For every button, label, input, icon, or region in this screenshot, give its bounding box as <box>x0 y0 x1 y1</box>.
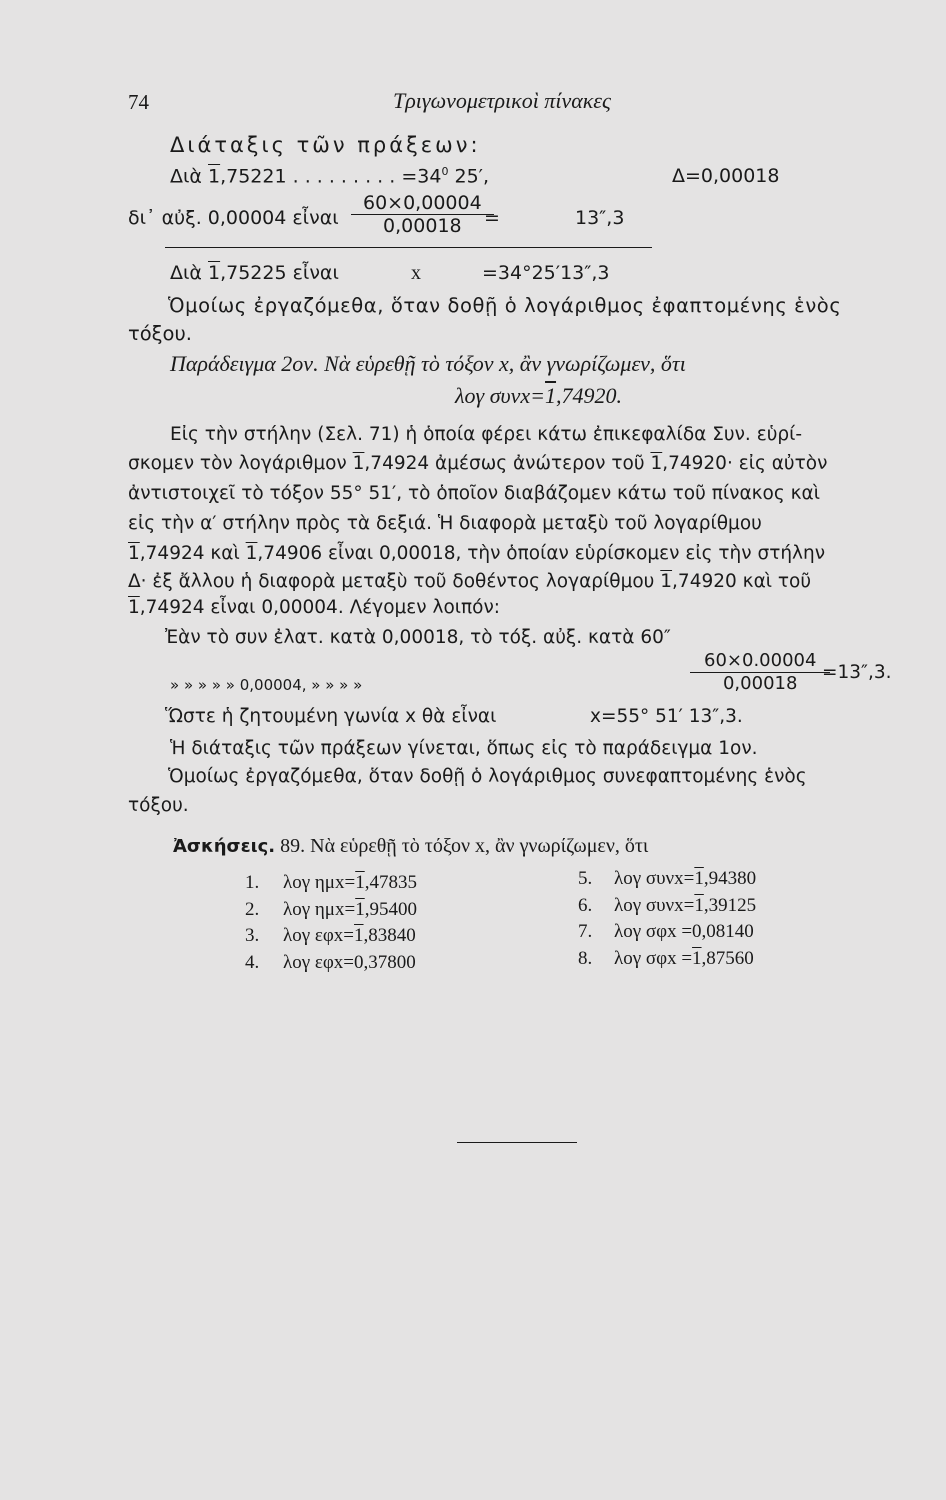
page-number: 74 <box>128 90 149 114</box>
body-line: ἀντιστοιχεῖ τὸ τόξον 55° 51′, τὸ ὁποῖον διαβάζομεν κάτω τοῦ πίνακος καὶ <box>128 483 820 504</box>
exercises-left-column <box>245 870 417 976</box>
exercise-item: 1. λογ ημx=1,47835 <box>245 872 417 893</box>
body-line: τόξου. <box>128 795 189 816</box>
equals-sign: = <box>484 207 500 229</box>
end-rule <box>457 1142 577 1143</box>
exercises-heading: Ἀσκήσεις. 89. Νὰ εὑρεθῇ τὸ τόξον x, ἂν γνωρίζωμεν, ὅτι <box>173 835 649 857</box>
exercise-item: 2. λογ ημx=1,95400 <box>245 898 417 920</box>
unknown-x: x <box>411 262 421 284</box>
ditto-marks: » » » » » 0,00004, » » » » <box>170 676 363 694</box>
arrangement-row-3-result: =34°25′13″,3 <box>482 262 610 284</box>
sum-rule <box>165 247 652 248</box>
body-line: Εἰς τὴν στήλην (Σελ. 71) ἡ ὁποία φέρει κάτω ἐπικεφαλίδα Συν. εὑρί- <box>170 424 803 445</box>
final-answer: x=55° 51′ 13″,3. <box>590 706 743 727</box>
example-2-equation: λογ συνx=1,74920. <box>455 383 623 408</box>
arrangement-row-2-label: δι᾽ αὐξ. 0,00004 εἶναι <box>128 207 339 229</box>
exercise-item: 5. λογ συνx=1,94380 <box>578 868 757 889</box>
body-line: Ἐὰν τὸ συν ἐλατ. κατὰ 0,00018, τὸ τόξ. αὐξ. κατὰ 60″ <box>165 627 671 648</box>
arrangement-title: Διάταξις τῶν πράξεων: <box>170 133 481 157</box>
body-line: εἰς τὴν α′ στήλην πρὸς τὰ δεξιά. Ἡ διαφορὰ μεταξὺ τοῦ λογαρίθμου <box>128 513 762 534</box>
body-line: Δ· ἐξ ἄλλου ἡ διαφορὰ μεταξὺ τοῦ δοθέντος λογαρίθμου 1,74920 καὶ τοῦ <box>128 571 812 592</box>
seconds-result: 13″,3 <box>575 207 625 229</box>
body-line: Ὥστε ἡ ζητουμένη γωνία x θὰ εἶναι <box>165 706 497 727</box>
running-title: Τριγωνομετρικοὶ πίνακες <box>393 88 611 113</box>
exercise-item: 8. λογ σφx =1,87560 <box>578 947 754 969</box>
exercise-item: 6. λογ συνx=1,39125 <box>578 894 757 916</box>
example-2-heading: Παράδειγμα 2ον. Νὰ εὑρεθῇ τὸ τόξον x, ἂν γνωρίζωμεν, ὅτι <box>170 351 686 376</box>
delta-value: Δ=0,00018 <box>672 165 780 187</box>
fraction-result: =13″,3. <box>822 662 892 683</box>
body-line: Ὁμοίως ἐργαζόμεθα, ὅταν δοθῇ ὁ λογάριθμος συνεφαπτομένης ἑνὸς <box>168 766 807 787</box>
exercise-item: 7. λογ σφx =0,08140 <box>578 921 754 942</box>
body-line: Ἡ διάταξις τῶν πράξεων γίνεται, ὅπως εἰς τὸ παράδειγμα 1ον. <box>170 738 758 759</box>
body-line: 1,74924 καὶ 1,74906 εἶναι 0,00018, τὴν ὁποίαν εὑρίσκομεν εἰς τὴν στήλην <box>128 543 826 564</box>
exercise-item: 3. λογ εφx=1,83840 <box>245 925 416 946</box>
body-line: σκομεν τὸν λογάριθμον 1,74924 ἀμέσως ἀνώτερον τοῦ 1,74920· εἰς αὐτὸν <box>128 453 828 474</box>
arrangement-row-1: Διὰ 1,75221 . . . . . . . . . $=34^0$ 25′, <box>170 165 490 188</box>
body-line: 1,74924 εἶναι 0,00004. Λέγομεν λοιπόν: <box>128 597 501 618</box>
paragraph-line: Ὁμοίως ἐργαζόμεθα, ὅταν δοθῇ ὁ λογάριθμος ἐφαπτομένης ἑνὸς <box>168 294 842 317</box>
arrangement-row-3: Διὰ 1,75225 εἶναι <box>170 262 339 284</box>
paragraph-line: τόξου. <box>128 322 192 345</box>
body-fraction: $\frac{60\times 0.00004}{0,00018}$ <box>690 650 830 695</box>
arrangement-fraction: $\frac{60\times 0,00004}{0,00018}$ <box>351 192 494 237</box>
exercise-item: 4. λογ εφx=0,37800 <box>245 951 416 973</box>
exercises-right-column <box>578 866 756 972</box>
